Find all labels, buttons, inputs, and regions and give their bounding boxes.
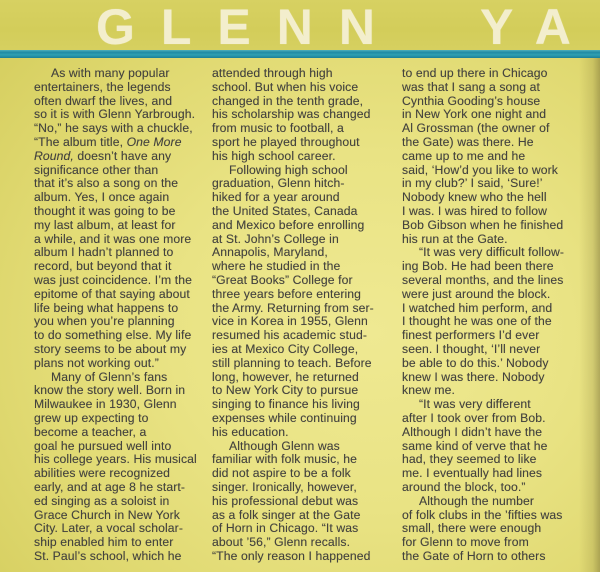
text-line: Many of Glenn’s fans xyxy=(51,369,168,384)
text-line: you when you’re planning xyxy=(34,314,175,329)
text-line: Grace Church in New York xyxy=(34,507,181,522)
text-line: for Glenn to move from xyxy=(402,535,529,550)
text-line: “The only reason I happened xyxy=(212,548,371,563)
text-line: said, ‘How’d you like to work xyxy=(402,162,558,177)
text-line: where he studied in the xyxy=(212,259,341,274)
text-line: I watched him perform, and xyxy=(402,300,553,315)
text-line: expenses while continuing xyxy=(212,410,357,425)
text-line: and Mexico before enrolling xyxy=(212,217,365,232)
text-line: thought it was going to be xyxy=(34,203,176,218)
text-column xyxy=(402,67,590,564)
text-line: after I took over from Bob. xyxy=(402,410,546,425)
text-line: was just coincidence. I’m the xyxy=(34,272,193,287)
text-line: in my club?’ I said, ‘Sure!’ xyxy=(402,176,543,191)
text-line: had, they seemed to like xyxy=(402,452,537,467)
text-line: abilities were recognized xyxy=(34,466,170,481)
text-line: I thought he was one of the xyxy=(402,314,552,329)
text-line: his scholarship was changed xyxy=(212,107,371,122)
text-line: Although the number xyxy=(419,493,535,508)
text-line: epitome of that saying about xyxy=(34,286,190,301)
text-line: ies at Mexico City College, xyxy=(212,341,359,356)
text-line: the United States, Canada xyxy=(212,203,358,218)
text-line: was that I sang a song at xyxy=(402,79,541,94)
text-line: Milwaukee in 1930, Glenn xyxy=(34,397,177,412)
text-line: that it’s also a song on the xyxy=(34,176,179,191)
text-line: singing to finance his living xyxy=(212,397,360,412)
text-line: St. Paul’s school, which he xyxy=(34,548,182,563)
text-line: “It was very different xyxy=(419,397,531,412)
text-line: the Army. Returning from ser- xyxy=(212,300,374,315)
text-line: around the block, too.” xyxy=(402,479,526,494)
text-line: vice in Korea in 1955, Glenn xyxy=(212,314,368,329)
text-line: Bob Gibson when he finished xyxy=(402,217,564,232)
text-line: me. I eventually had lines xyxy=(402,466,543,481)
text-line: Round, doesn’t have any xyxy=(34,148,172,163)
text-line: “No,” he says with a chuckle, xyxy=(34,121,193,136)
text-line: early, and at age 8 he start- xyxy=(34,479,186,494)
text-line: graduation, Glenn hitch- xyxy=(212,176,345,191)
text-line: seen. I thought, ‘I’ll never xyxy=(402,341,541,356)
text-line: significance other than xyxy=(34,162,159,177)
text-line: from music to football, a xyxy=(212,121,344,136)
text-line: Following high school xyxy=(229,162,348,177)
article-body xyxy=(0,58,600,564)
text-line: his education. xyxy=(212,424,289,439)
text-line: As with many popular xyxy=(51,66,170,80)
text-line: “The album title, One More xyxy=(34,134,182,149)
text-line: to New York City to pursue xyxy=(212,383,359,398)
text-line: “It was very difficult follow- xyxy=(419,245,565,260)
text-line: hiked for a year around xyxy=(212,190,340,205)
text-line: goal he pursued well into xyxy=(34,438,172,453)
text-line: still planning to teach. Before xyxy=(212,355,372,370)
text-column xyxy=(34,67,210,564)
text-line: Although I didn’t have the xyxy=(402,424,543,439)
text-line: his college years. His musical xyxy=(34,452,197,467)
text-line: knew I was there. Nobody xyxy=(402,369,545,384)
text-line: often dwarf the lives, and xyxy=(34,93,173,108)
text-column xyxy=(212,67,400,564)
text-line: several months, and the lines xyxy=(402,272,564,287)
text-line: become a teacher, a xyxy=(34,424,147,439)
text-line: to do something else. My life xyxy=(34,328,192,343)
text-line: were just around the block. xyxy=(402,286,551,301)
text-line: life being what happens to xyxy=(34,300,179,315)
text-line: ing Bob. He had been there xyxy=(402,259,554,274)
text-line: I was. I was hired to follow xyxy=(402,203,548,218)
text-line: familiar with folk music, he xyxy=(212,452,358,467)
text-line: album I hadn’t planned to xyxy=(34,245,174,260)
text-line: be able to do this.’ Nobody xyxy=(402,355,549,370)
text-line: did not aspire to be a folk xyxy=(212,466,351,481)
text-line: Although Glenn was xyxy=(229,438,340,453)
text-line: sport he played throughout xyxy=(212,134,360,149)
text-line: at St. John’s College in xyxy=(212,231,339,246)
header-band xyxy=(0,0,600,55)
text-line: so it is with Glenn Yarbrough. xyxy=(34,107,196,122)
text-line: know the story well. Born in xyxy=(34,383,186,398)
text-line: grew up expecting to xyxy=(34,410,149,425)
text-line: plans not working out.” xyxy=(34,355,159,370)
text-line: changed in the tenth grade, xyxy=(212,93,364,108)
text-line: school. But when his voice xyxy=(212,79,359,94)
text-line: attended through high xyxy=(212,66,333,80)
text-line: his run at the Gate. xyxy=(402,231,508,246)
text-line: of folk clubs in the ’fifties was xyxy=(402,507,563,522)
text-line: of Horn in Chicago. “It was xyxy=(212,521,359,536)
page-title: GLENN YA xyxy=(96,0,597,55)
text-line: story seems to be about my xyxy=(34,341,187,356)
text-line: ship enabled him to enter xyxy=(34,535,174,550)
text-line: singer. Ironically, however, xyxy=(212,479,357,494)
text-line: about ’56,” Glenn recalls. xyxy=(212,535,351,550)
text-line: small, there were enough xyxy=(402,521,542,536)
text-line: long, however, he returned xyxy=(212,369,359,384)
text-line: resumed his academic stud- xyxy=(212,328,368,343)
text-line: album. Yes, I once again xyxy=(34,190,170,205)
text-line: as a folk singer at the Gate xyxy=(212,507,361,522)
text-line: knew me. xyxy=(402,383,455,398)
text-line: the Gate) was there. He xyxy=(402,134,534,149)
text-line: my last album, at least for xyxy=(34,217,176,232)
text-line: came up to me and he xyxy=(402,148,526,163)
text-line: a while, and it was one more xyxy=(34,231,192,246)
text-line: three years before entering xyxy=(212,286,362,301)
text-line: to end up there in Chicago xyxy=(402,66,548,80)
text-line: Al Grossman (the owner of xyxy=(402,121,550,136)
text-line: Cynthia Gooding’s house xyxy=(402,93,541,108)
text-line: the Gate of Horn to others xyxy=(402,548,546,563)
text-line: finest performers I’d ever xyxy=(402,328,540,343)
text-line: his high school career. xyxy=(212,148,336,163)
text-line: “Great Books” College for xyxy=(212,272,353,287)
text-line: City. Later, a vocal scholar- xyxy=(34,521,183,536)
text-line: his professional debut was xyxy=(212,493,359,508)
text-line: entertainers, the legends xyxy=(34,79,171,94)
text-line: Annapolis, Maryland, xyxy=(212,245,328,260)
text-line: record, but beyond that it xyxy=(34,259,172,274)
text-line: Nobody knew who the hell xyxy=(402,190,547,205)
text-line: ed singing as a soloist in xyxy=(34,493,170,508)
text-line: same kind of verve that he xyxy=(402,438,548,453)
text-line: in New York one night and xyxy=(402,107,547,122)
